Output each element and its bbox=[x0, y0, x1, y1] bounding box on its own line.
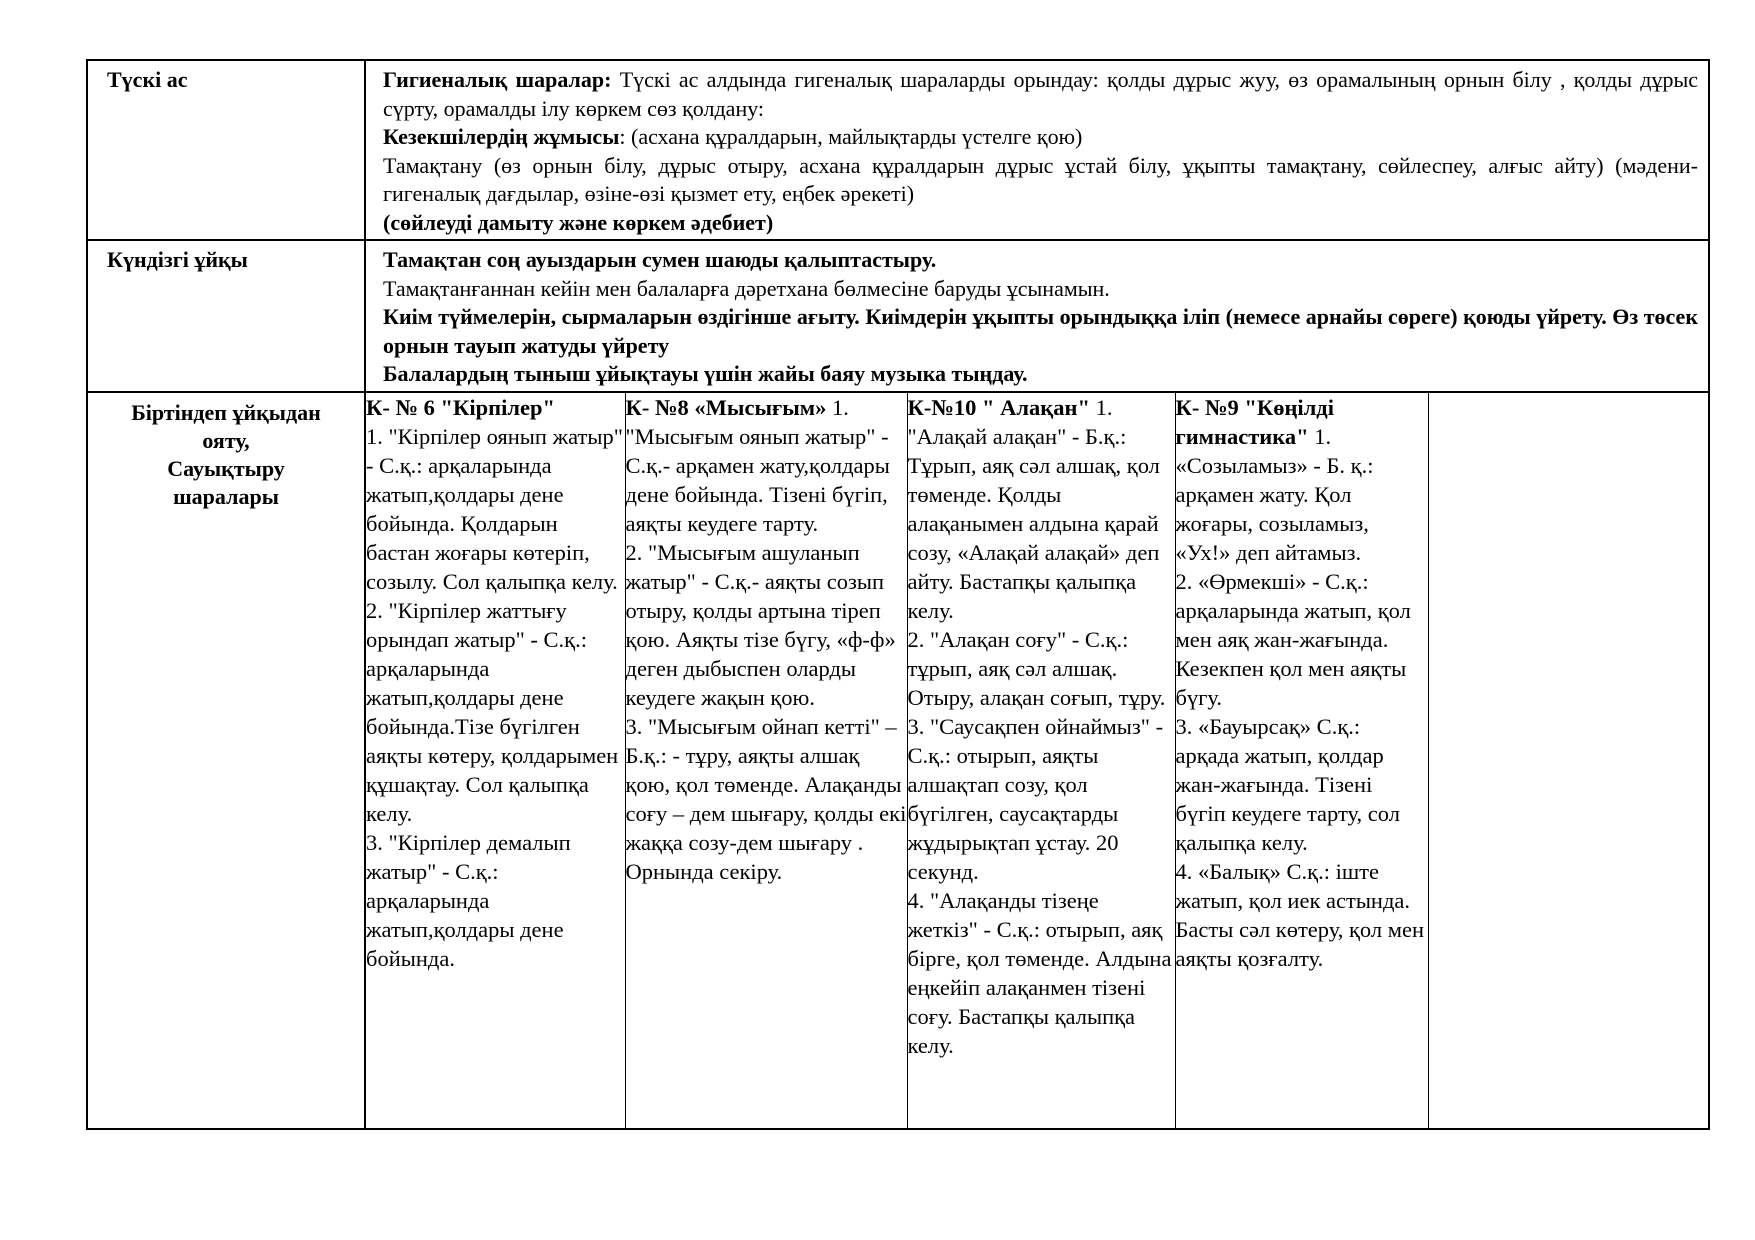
exercise-kirpiler-block bbox=[366, 393, 625, 422]
nap-line-1: Тамақтан соң ауыздарын сумен шаюды қалыптастыру. bbox=[383, 247, 937, 272]
schedule-table bbox=[86, 59, 1710, 1130]
exercise-column-empty bbox=[1428, 393, 1708, 1128]
exercise-step: 2. "Кірпілер жаттығу орындап жатыр" - С.қ.: арқаларында жатып,қолдары дене бойында.Тізе бүгілген аяқты көтеру, қолдарымен құшақтау. Сол қалыпқа келу. bbox=[366, 597, 619, 826]
hygiene-paragraph bbox=[383, 66, 1698, 123]
hygiene-title: Гигиеналық шаралар: bbox=[383, 67, 612, 92]
exercise-mysygym-block bbox=[626, 393, 907, 538]
exercise-title: К-№10 " Алақан" bbox=[907, 394, 1090, 420]
exercise-title: К- №8 «Мысығым» bbox=[625, 394, 827, 420]
exercise-step: 4. "Алақанды тізеңе жеткіз" - С.қ.: отырып, аяқ бірге, қол төменде. Алдына еңкейіп алақанмен тізені соғу. Бастапқы қалыпқа келу. bbox=[907, 887, 1172, 1058]
eating-paragraph: Тамақтану (өз орнын білу, дұрыс отыру, асхана құралдарын дұрыс ұстай білу, ұқыпты тамақтану, сөйлеспеу, алғыс айту) (мәдени-гигеналық дағдылар, өзіне-өзі қызмет ету, еңбек әрекеті) bbox=[383, 152, 1698, 206]
exercise-step: 1. "Мысығым оянып жатыр" - С.қ.- арқамен жату,қолдары дене бойында. Тізені бүгіп, аяқты кеудеге тарту. bbox=[625, 394, 890, 536]
nap-content-cell bbox=[365, 240, 1709, 392]
lunch-content-cell bbox=[365, 60, 1709, 240]
nap-content bbox=[366, 241, 1708, 391]
area-paragraph: (сөйлеуді дамыту және көркем әдебиет) bbox=[383, 209, 774, 235]
exercise-step: 3. "Саусақпен ойнаймыз" - С.қ.: отырып, аяқты алшақтап созу, қол бүгілген, саусақтарды жұдырықтап ұстау. 20 секунд. bbox=[907, 713, 1164, 884]
exercise-grid bbox=[366, 393, 1708, 1128]
exercise-step: 3. «Бауырсақ» С.қ.: арқада жатып, қолдар жан-жағында. Тізені бүгіп кеудеге тарту, сол қалыпқа келу. bbox=[1175, 713, 1400, 855]
exercise-step: 4. «Балық» С.қ.: іште жатып, қол иек астында. Басты сәл көтеру, қол мен аяқты қозғалту. bbox=[1175, 858, 1424, 971]
wakeup-label-line-2: ояту, bbox=[202, 427, 250, 453]
exercise-title: К- № 6 "Кірпілер" bbox=[366, 394, 555, 420]
exercise-konildi-block bbox=[1176, 393, 1428, 567]
duty-text: : (асхана құралдарын, майлықтарды үстелге қою) bbox=[619, 124, 1083, 149]
exercise-grid-row bbox=[366, 393, 1708, 1128]
lunch-label-cell bbox=[87, 60, 365, 240]
exercise-step: 1. «Созыламыз» - Б. қ.: арқамен жату. Қол жоғары, созыламыз, «Ух!» деп айтамыз. bbox=[1175, 423, 1374, 565]
nap-line-4: Балалардың тыныш ұйықтауы үшін жайы баяу музыка тыңдау. bbox=[383, 361, 1028, 386]
wakeup-label-line-4: шаралары bbox=[173, 483, 279, 509]
wakeup-label-line-1: Біртіндеп ұйқыдан bbox=[131, 399, 321, 425]
exercise-step: 3. "Мысығым ойнап кетті" – Б.қ.: - тұру, аяқты алшақ қою, қол төменде. Алақанды соғу – дем шығару, қолды екі жаққа созу-дем шығару . Орнында секіру. bbox=[625, 713, 907, 884]
exercise-step: 1. "Алақай алақан" - Б.қ.: Тұрып, аяқ сәл алшақ, қол төменде. Қолды алақанымен алдына қарай созу, «Алақай алақай» деп айту. Бастапқы қалыпқа келу. bbox=[907, 394, 1160, 623]
duty-title: Кезекшілердің жұмысы bbox=[383, 124, 620, 149]
nap-line-2: Тамақтанғаннан кейін мен балаларға дәретхана бөлмесіне баруды ұсынамын. bbox=[383, 275, 1110, 301]
wakeup-label-line-3: Сауықтыру bbox=[167, 455, 285, 481]
exercise-column-alakan bbox=[907, 393, 1175, 1128]
exercise-step: 3. "Кірпілер демалып жатыр" - С.қ.: арқаларында жатып,қолдары дене бойында. bbox=[366, 829, 571, 971]
exercise-step: 1. "Кірпілер оянып жатыр" - С.қ.: арқаларында жатып,қолдары дене бойында. Қолдарын бастан жоғары көтеріп, созылу. Сол қалыпқа келу. bbox=[366, 423, 623, 594]
nap-label-cell bbox=[87, 240, 365, 392]
exercise-title: К- №9 "Көңілді гимнастика" bbox=[1175, 394, 1334, 449]
exercise-step: 2. "Алақан соғу" - С.қ.: тұрып, аяқ сәл алшақ. Отыру, алақан соғып, тұру. bbox=[907, 626, 1166, 710]
lunch-label: Түскі ас bbox=[107, 67, 188, 92]
nap-line-3: Киім түймелерін, сырмаларын өздігінше ағыту. Киімдерін ұқыпты орындыққа іліп (немесе арнайы сөреге) қоюды үйрету. Өз төсек орнын тауып жатуды үйрету bbox=[383, 304, 1698, 358]
wakeup-row bbox=[87, 392, 1709, 1129]
wakeup-label-cell bbox=[87, 392, 365, 1129]
exercise-column-kirpiler bbox=[366, 393, 625, 1128]
wakeup-exercises-cell bbox=[365, 392, 1709, 1129]
exercise-step: 2. "Мысығым ашуланып жатыр" - С.қ.- аяқты созып отыру, қолды артына тіреп қою. Аяқты тізе бүгу, «ф-ф» деген дыбыспен оларды кеудеге жақын қою. bbox=[625, 539, 896, 710]
exercise-column-konildi-gymnastika bbox=[1175, 393, 1428, 1128]
nap-row bbox=[87, 240, 1709, 392]
hygiene-text: Түскі ас алдында гигеналық шараларды орындау: қолды дұрыс жуу, өз орамалының орнын білу , қолды дұрыс сүрту, орамалды ілу көркем сөз қолдану: bbox=[383, 67, 1698, 121]
exercise-alakan-block bbox=[908, 393, 1175, 625]
duty-paragraph bbox=[383, 123, 1698, 152]
exercise-step: 2. «Өрмекші» - С.қ.: арқаларында жатып, қол мен аяқ жан-жағында. Кезекпен қол мен аяқты бүгу. bbox=[1175, 568, 1411, 710]
exercise-column-mysygym bbox=[625, 393, 907, 1128]
wakeup-label bbox=[88, 393, 364, 511]
lunch-content bbox=[366, 61, 1708, 239]
nap-label: Күндізгі ұйқы bbox=[107, 247, 248, 272]
lunch-row bbox=[87, 60, 1709, 240]
